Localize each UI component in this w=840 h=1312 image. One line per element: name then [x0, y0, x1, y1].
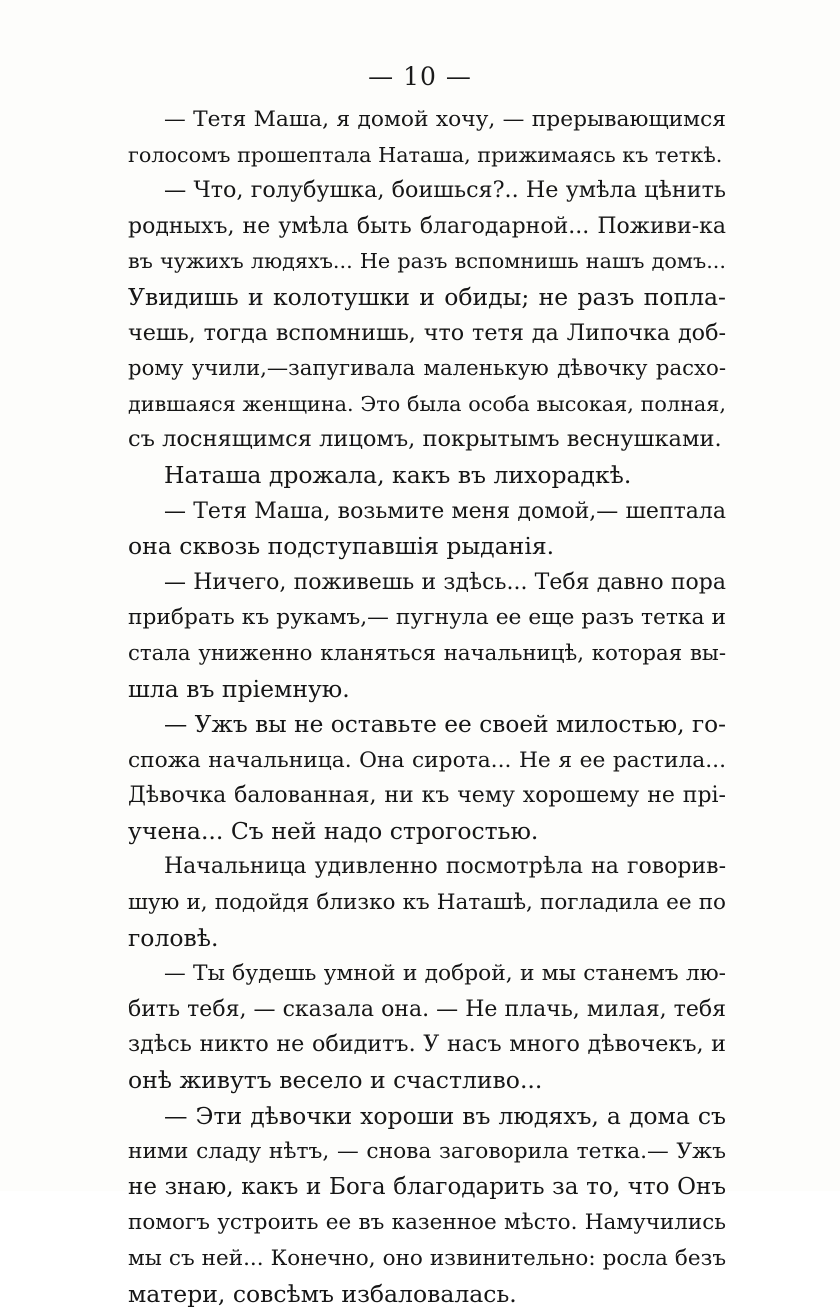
- text-line: рому учили,—запугивала маленькую дѣвочку расхо-: [128, 356, 726, 382]
- page-number: — 10 —: [368, 62, 472, 91]
- text-line: не знаю, какъ и Бога благодарить за то, что Онъ: [128, 1173, 726, 1200]
- text-line: она сквозь подступавшія рыданія.: [128, 532, 555, 561]
- text-line: учена... Съ ней надо строгостью.: [128, 816, 539, 845]
- text-line: дившаяся женщина. Это была особа высокая, полная,: [128, 391, 726, 416]
- text-line: Увидишь и колотушки и обиды; не разъ попла-: [128, 282, 726, 311]
- text-line: въ чужихъ людяхъ... Не разъ вспомнишь нашъ домъ...: [128, 249, 726, 274]
- text-line: Дѣвочка балованная, ни къ чему хорошему не прі-: [128, 783, 726, 809]
- text-line: чешь, тогда вспомнишь, что тетя да Липочка доб-: [128, 319, 726, 346]
- text-line: мы съ ней... Конечно, оно извинительно: росла безъ: [128, 1246, 726, 1271]
- text-line: — Тетя Маша, возьмите меня домой,— шептала: [164, 498, 726, 524]
- text-line: головѣ.: [128, 923, 219, 952]
- text-line: помогъ устроить ее въ казенное мѣсто. Намучились: [128, 1210, 726, 1236]
- text-line: шую и, подойдя близко къ Наташѣ, погладила ее по: [128, 890, 726, 916]
- text-line: — Ничего, поживешь и здѣсь... Тебя давно пора: [164, 569, 726, 595]
- text-line: — Эти дѣвочки хороши въ людяхъ, а дома съ: [164, 1101, 726, 1130]
- text-line: родныхъ, не умѣла быть благодарной... Поживи-ка: [128, 213, 726, 239]
- text-line: шла въ пріемную.: [128, 674, 350, 703]
- text-line: — Что, голубушка, боишься?.. Не умѣла цѣнить: [164, 177, 726, 204]
- text-line: ними сладу нѣтъ, — снова заговорила тетка.— Ужъ: [128, 1139, 726, 1165]
- text-line: — Ужъ вы не оставьте ее своей милостью, го-: [164, 711, 726, 739]
- text-line: матери, совсѣмъ избаловалась.: [128, 1279, 517, 1308]
- text-line: Наташа дрожала, какъ въ лихорадкѣ.: [164, 460, 632, 489]
- text-line: стала униженно кланяться начальницѣ, которая вы-: [128, 640, 726, 666]
- text-line: Начальница удивленно посмотрѣла на говорив-: [164, 854, 726, 880]
- text-line: прибрать къ рукамъ,— пугнула ее еще разъ тетка и: [128, 605, 726, 631]
- text-line: онѣ живутъ весело и счастливо...: [128, 1066, 543, 1095]
- text-line: — Тетя Маша, я домой хочу, — прерывающимся: [164, 107, 726, 132]
- text-line: съ лоснящимся лицомъ, покрытымъ веснушками.: [128, 426, 722, 453]
- text-line: — Ты будешь умной и доброй, и мы станемъ лю-: [164, 961, 726, 987]
- text-line: спожа начальница. Она сирота... Не я ее растила...: [128, 747, 726, 773]
- text-line: голосомъ прошептала Наташа, прижимаясь къ теткѣ.: [128, 142, 723, 167]
- text-line: здѣсь никто не обидитъ. У насъ много дѣвочекъ, и: [128, 1031, 726, 1058]
- body-text: [128, 102, 726, 1312]
- text-line: бить тебя, — сказала она. — Не плачь, милая, тебя: [128, 996, 726, 1022]
